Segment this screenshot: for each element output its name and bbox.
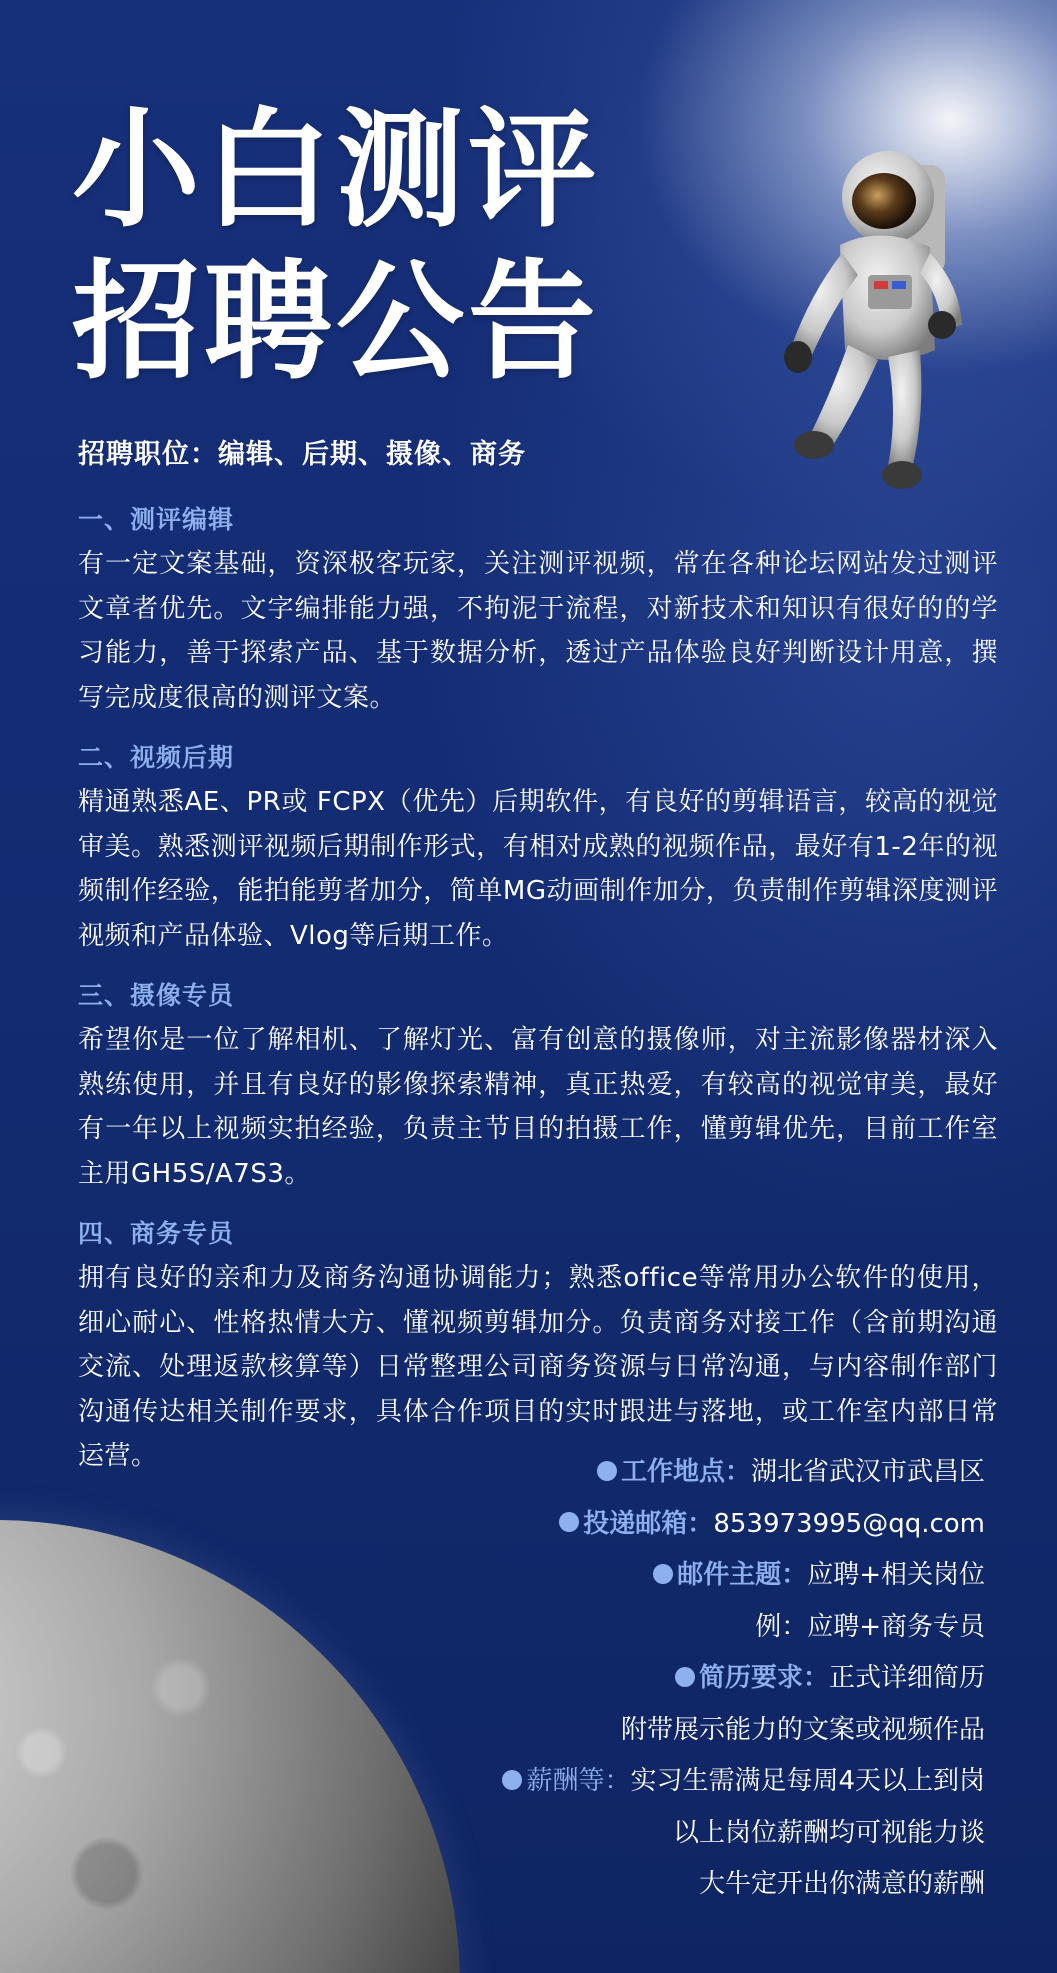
subject-value: 应聘+相关岗位 bbox=[807, 1560, 985, 1590]
section-business bbox=[78, 1212, 998, 1479]
astronaut-illustration bbox=[770, 135, 980, 515]
email-label: 投递邮箱： bbox=[583, 1508, 714, 1539]
section-body: 有一定文案基础，资深极客玩家，关注测评视频，常在各种论坛网站发过测评文章者优先。文字编排能力强，不拘泥于流程，对新技术和知识有很好的的学习能力，善于探索产品、基于数据分析，透过产品体验良好判断设计用意，撰写完成度很高的测评文案。 bbox=[78, 549, 998, 713]
subject-example: 例：应聘+商务专员 bbox=[755, 1611, 985, 1642]
salary-line bbox=[502, 1756, 985, 1808]
poster-title bbox=[72, 95, 600, 399]
salary-line-2: 以上岗位薪酬均可视能力谈 bbox=[672, 1817, 985, 1848]
location-label: 工作地点： bbox=[620, 1457, 751, 1487]
section-camera bbox=[78, 974, 998, 1196]
contact-info bbox=[502, 1447, 985, 1911]
section-editor bbox=[78, 498, 998, 720]
bullet-dot-icon bbox=[502, 1770, 522, 1790]
bullet-dot-icon bbox=[675, 1667, 695, 1687]
title-line-1: 小白测评 bbox=[72, 96, 601, 245]
resume-label: 简历要求： bbox=[698, 1663, 829, 1693]
section-post-production bbox=[78, 736, 998, 958]
email-line bbox=[502, 1499, 985, 1551]
moon-illustration bbox=[0, 1520, 460, 1973]
location-value: 湖北省武汉市武昌区 bbox=[750, 1457, 985, 1487]
title-line-2: 招聘公告 bbox=[72, 248, 601, 397]
bullet-dot-icon bbox=[559, 1512, 579, 1532]
salary-label: 薪酬等： bbox=[526, 1766, 631, 1796]
positions-line: 招聘职位：编辑、后期、摄像、商务 bbox=[78, 439, 526, 470]
section-heading: 二、视频后期 bbox=[78, 743, 235, 772]
section-heading: 一、测评编辑 bbox=[78, 505, 235, 534]
resume-line bbox=[502, 1653, 985, 1705]
resume-value: 正式详细简历 bbox=[828, 1663, 985, 1693]
section-body: 希望你是一位了解相机、了解灯光、富有创意的摄像师，对主流影像器材深入熟练使用，并且有良好的影像探索精神，真正热爱，有较高的视觉审美，最好有一年以上视频实拍经验，负责主节目的拍摄工作，懂剪辑优先，目前工作室主用GH5S/A7S3。 bbox=[78, 1025, 998, 1189]
location-line bbox=[502, 1447, 985, 1499]
salary-value: 实习生需满足每周4天以上到岗 bbox=[630, 1766, 985, 1796]
section-heading: 四、商务专员 bbox=[78, 1219, 235, 1248]
resume-extra: 附带展示能力的文案或视频作品 bbox=[620, 1714, 985, 1745]
bullet-dot-icon bbox=[597, 1461, 617, 1481]
section-body: 拥有良好的亲和力及商务沟通协调能力；熟悉office等常用办公软件的使用，细心耐心、性格热情大方、懂视频剪辑加分。负责商务对接工作（含前期沟通交流、处理返款核算等）日常整理公司商务资源与日常沟通，与内容制作部门沟通传达相关制作要求，具体合作项目的实时跟进与落地，或工作室内部日常运营。 bbox=[78, 1263, 998, 1471]
section-heading: 三、摄像专员 bbox=[78, 981, 235, 1010]
subject-line bbox=[502, 1550, 985, 1602]
job-sections bbox=[78, 498, 998, 1495]
email-value[interactable]: 853973995@qq.com bbox=[713, 1508, 985, 1539]
bullet-dot-icon bbox=[653, 1564, 673, 1584]
salary-line-3: 大牛定开出你满意的薪酬 bbox=[698, 1869, 985, 1899]
section-body: 精通熟悉AE、PR或 FCPX（优先）后期软件，有良好的剪辑语言，较高的视觉审美。熟悉测评视频后期制作形式，有相对成熟的视频作品，最好有1-2年的视频制作经验，能拍能剪者加分，简单MG动画制作加分，负责制作剪辑深度测评视频和产品体验、Vlog等后期工作。 bbox=[78, 787, 998, 951]
subject-label: 邮件主题： bbox=[677, 1560, 808, 1590]
